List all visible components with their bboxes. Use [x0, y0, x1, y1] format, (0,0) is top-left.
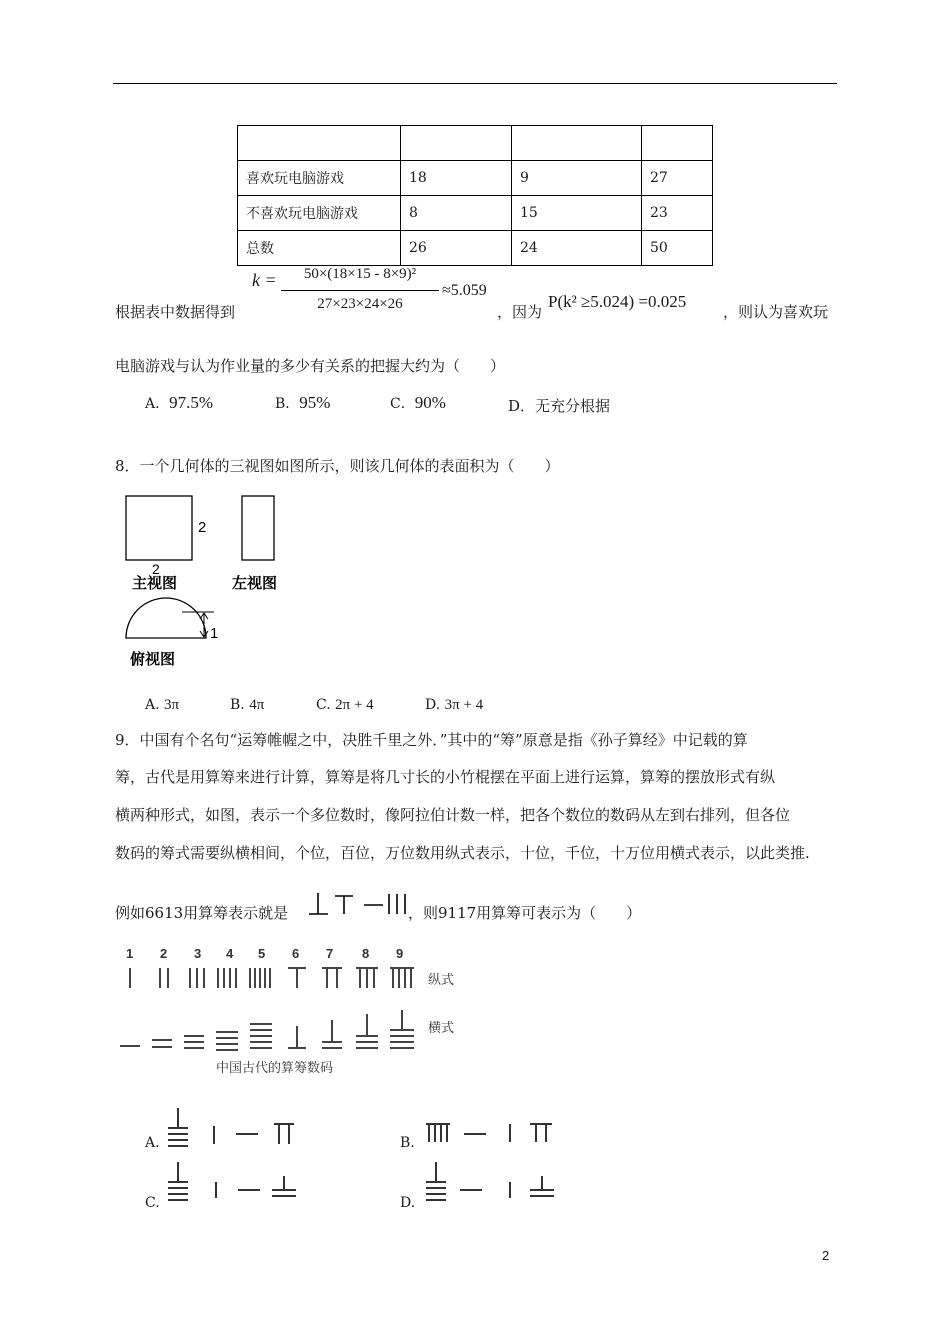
digit-label: 6 [292, 946, 300, 961]
formula-approx: ≈5.059 [442, 282, 487, 299]
q7-option-b[interactable] [275, 393, 330, 413]
q8-option-c[interactable] [316, 697, 374, 714]
digit-label: 8 [362, 946, 370, 961]
table-row [238, 196, 713, 231]
side-view-rect [242, 496, 274, 560]
front-view-label: 主视图 [132, 575, 178, 592]
q8-option-d[interactable] [425, 697, 483, 714]
table-row [238, 231, 713, 266]
table-cell [642, 126, 713, 161]
q9-option-a-rods[interactable] [166, 1106, 306, 1152]
option-value: 2π + 4 [335, 697, 374, 713]
front-height-dim: 2 [198, 519, 207, 536]
probability-expression: P(k² ≥5.024) =0.025 [548, 292, 687, 311]
vertical-rod-row [130, 968, 414, 988]
formula-denominator: 27×23×24×26 [317, 296, 403, 312]
table-cell: 27 [642, 161, 713, 196]
q9-option-b-label[interactable]: B. [400, 1135, 415, 1151]
q9-line5-start: 例如6613用算筹表示就是 [115, 904, 289, 922]
q9-option-b-rods[interactable] [424, 1118, 564, 1148]
table-cell: 23 [642, 196, 713, 231]
q7-lead-text: 根据表中数据得到 [115, 303, 236, 321]
q9-line2: 筹，古代是用算筹来进行计算，算筹是将几寸长的小竹棍摆在平面上进行运算，算筹的摆放形式有纵 [115, 768, 776, 786]
front-width-dim: 2 [152, 561, 160, 577]
top-height-dim: 1 [210, 625, 219, 642]
q8-option-a[interactable] [145, 697, 179, 714]
option-value: 90% [414, 393, 446, 412]
table-cell [401, 126, 512, 161]
digit-label: 5 [258, 946, 266, 961]
digit-label: 2 [160, 946, 168, 961]
top-view-label: 俯视图 [130, 651, 176, 668]
side-view-label: 左视图 [232, 575, 278, 592]
table-cell: 18 [401, 161, 512, 196]
option-label: D. [425, 697, 441, 713]
horizontal-form-label: 横式 [428, 1020, 455, 1035]
q9-line5-end: ，则9117用算筹可表示为（ ） [408, 904, 642, 922]
option-value: 95% [299, 393, 331, 412]
digit-label: 1 [126, 946, 134, 961]
q9-line1: 9．中国有个名句“运筹帷幄之中，决胜千里之外．”其中的“筹”原意是指《孙子算经》中记载的算 [115, 731, 748, 749]
table-cell: 8 [401, 196, 512, 231]
q8-option-b[interactable] [230, 697, 264, 714]
table-cell: 26 [401, 231, 512, 266]
q8-question-text: 8．一个几何体的三视图如图所示，则该几何体的表面积为（ ） [115, 457, 560, 475]
q9-option-d-label[interactable]: D. [400, 1195, 416, 1211]
q9-line3: 横两种形式，如图，表示一个多位数时，像阿拉伯计数一样，把各个数位的数码从左到右排列，但各位 [115, 806, 791, 824]
table-cell: 50 [642, 231, 713, 266]
digit-label: 7 [326, 946, 334, 961]
option-label: A． [145, 396, 170, 412]
q9-option-d-rods[interactable] [424, 1160, 564, 1206]
option-label: A. [145, 697, 160, 713]
table-cell: 15 [512, 196, 642, 231]
q9-option-c-label[interactable]: C. [145, 1195, 160, 1211]
table-header-row [238, 126, 713, 161]
q7-option-a[interactable] [145, 393, 213, 413]
option-label: B. [230, 697, 245, 713]
table-cell: 喜欢玩电脑游戏 [238, 161, 401, 196]
table-cell: 9 [512, 161, 642, 196]
formula-lhs: k = [252, 270, 277, 290]
q7-option-c[interactable] [390, 393, 446, 413]
front-view-square [126, 496, 192, 560]
option-label: B． [275, 396, 300, 412]
table-cell: 24 [512, 231, 642, 266]
option-label: C. [316, 697, 331, 713]
option-label: C． [390, 396, 415, 412]
q9-option-a-label[interactable]: A. [145, 1135, 160, 1151]
option-value: 3π + 4 [444, 697, 484, 713]
table-cell [238, 126, 401, 161]
top-view-semicircle [126, 598, 206, 638]
header-rule [113, 83, 837, 84]
counting-rod-reference-figure [112, 944, 472, 1076]
table-cell: 不喜欢玩电脑游戏 [238, 196, 401, 231]
digit-label: 4 [226, 946, 234, 961]
table-cell: 总数 [238, 231, 401, 266]
q9-option-c-rods[interactable] [166, 1160, 306, 1206]
three-view-diagram [110, 488, 310, 668]
q7-option-d[interactable] [508, 395, 610, 416]
q7-tail-text: ，则认为喜欢玩 [723, 303, 829, 321]
fraction-bar [281, 290, 439, 291]
example-counting-rods-6613 [308, 888, 410, 920]
digit-label: 9 [396, 946, 404, 961]
q9-line4: 数码的筹式需要纵横相间，个位，百位，万位数用纵式表示，十位，千位，十万位用横式表示，以此类推. [115, 844, 810, 862]
table-row [238, 161, 713, 196]
q7-question-line2: 电脑游戏与认为作业量的多少有关系的把握大约为（ ） [115, 357, 506, 375]
option-value: 97.5% [169, 393, 214, 412]
page-number: 2 [822, 1248, 830, 1263]
digit-label: 3 [194, 946, 202, 961]
q7-mid-text: ，因为 [497, 303, 543, 321]
horizontal-rod-row [120, 1010, 414, 1050]
table-cell [512, 126, 642, 161]
option-value: 4π [249, 697, 265, 713]
vertical-form-label: 纵式 [428, 972, 455, 987]
figure-caption: 中国古代的算筹数码 [216, 1060, 334, 1075]
option-value: 3π [164, 697, 180, 713]
formula-numerator: 50×(18×15 - 8×9)² [303, 266, 417, 282]
option-value: 无充分根据 [535, 397, 611, 415]
option-label: D． [508, 397, 536, 415]
survey-table [237, 125, 713, 266]
